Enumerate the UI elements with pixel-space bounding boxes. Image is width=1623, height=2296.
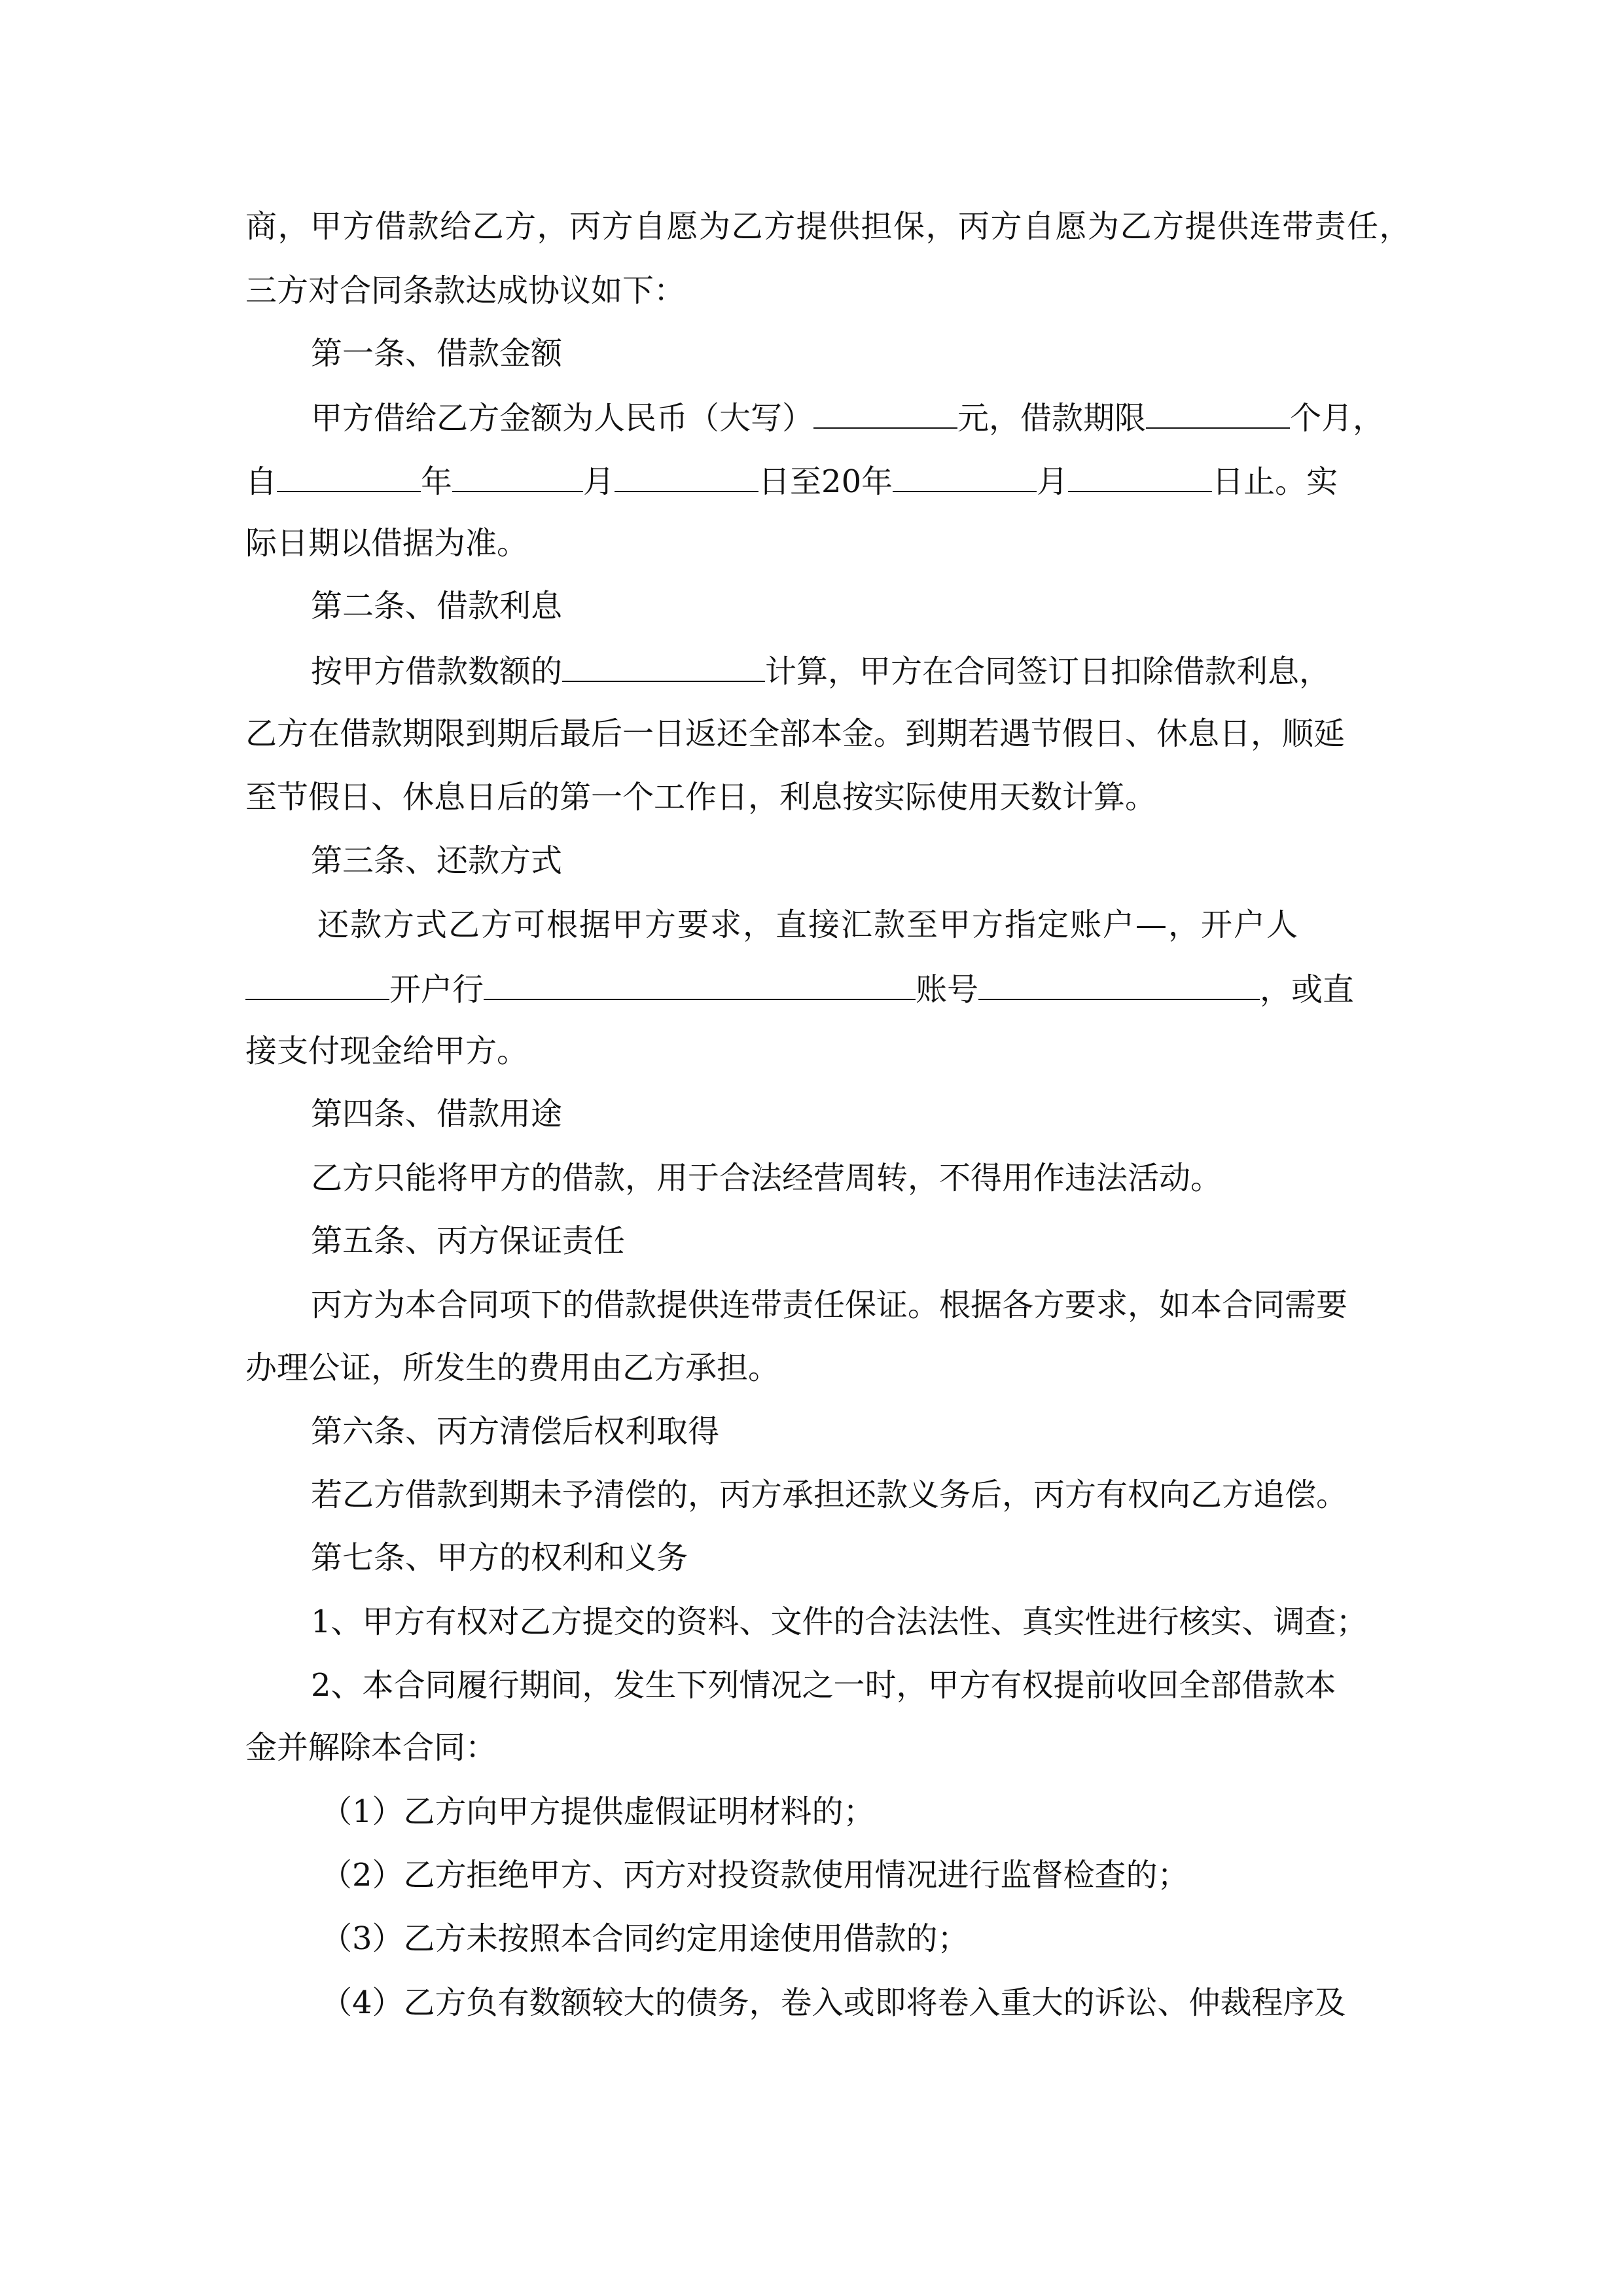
paragraph-line: 乙方在借款期限到期后最后一日返还全部本金。到期若遇节假日、休息日，顺延 — [245, 715, 1346, 752]
paragraph-line: 还款方式乙方可根据甲方要求，直接汇款至甲方指定账户—，开户人 — [317, 906, 1300, 943]
fill-blank — [1068, 461, 1212, 492]
article-4-heading: 第四条、借款用途 — [311, 1096, 563, 1132]
paragraph-line: 接支付现金给甲方。 — [245, 1033, 529, 1069]
article-5-heading: 第五条、丙方保证责任 — [311, 1223, 626, 1259]
text-segment: 年 — [421, 463, 453, 500]
sub-list-item: （2）乙方拒绝甲方、丙方对投资款使用情况进行监督检查的； — [321, 1857, 1189, 1893]
paragraph-line: 至节假日、休息日后的第一个工作日，利息按实际使用天数计算。 — [245, 779, 1157, 816]
paragraph-line: 办理公证，所发生的费用由乙方承担。 — [245, 1350, 780, 1386]
fill-blank — [277, 461, 421, 492]
text-segment: 按甲方借款数额的 — [311, 653, 563, 690]
text-segment: 个月， — [1290, 400, 1385, 437]
text-segment: 日至20年 — [758, 463, 893, 500]
fill-blank — [562, 651, 765, 682]
text-segment: ，或直 — [1260, 971, 1355, 1008]
paragraph-line: 乙方只能将甲方的借款，用于合法经营周转，不得用作违法活动。 — [311, 1160, 1222, 1196]
list-item: 2、本合同履行期间，发生下列情况之一时，甲方有权提前收回全部借款本 — [311, 1667, 1336, 1704]
paragraph-line — [245, 969, 1623, 1009]
fill-blank — [452, 461, 583, 492]
sub-list-item: （3）乙方未按照本合同约定用途使用借款的； — [321, 1920, 969, 1957]
fill-blank — [893, 461, 1037, 492]
text-segment: 计算，甲方在合同签订日扣除借款利息， — [765, 653, 1331, 690]
article-2-heading: 第二条、借款利息 — [311, 588, 563, 624]
article-3-heading: 第三条、还款方式 — [311, 842, 563, 879]
fill-blank — [245, 969, 389, 1000]
paragraph-line: 商，甲方借款给乙方，丙方自愿为乙方提供担保，丙方自愿为乙方提供连带责任， — [245, 208, 1412, 245]
text-segment: 元，借款期限 — [957, 400, 1147, 437]
fill-blank — [813, 397, 957, 429]
text-segment: 月 — [1037, 463, 1069, 500]
text-segment: 甲方借给乙方金额为人民币（大写） — [311, 400, 814, 437]
sub-list-item: （4）乙方负有数额较大的债务，卷入或即将卷入重大的诉讼、仲裁程序及 — [321, 1984, 1346, 2021]
article-6-heading: 第六条、丙方清偿后权利取得 — [311, 1413, 720, 1450]
fill-blank — [615, 461, 758, 492]
fill-blank — [484, 969, 916, 1000]
text-segment: 开户行 — [389, 971, 484, 1008]
article-1-heading: 第一条、借款金额 — [311, 335, 563, 372]
text-segment: 账号 — [916, 971, 979, 1008]
paragraph-line: 金并解除本合同： — [245, 1729, 497, 1766]
paragraph-line: 若乙方借款到期未予清偿的，丙方承担还款义务后，丙方有权向乙方追偿。 — [311, 1477, 1348, 1513]
sub-list-item: （1）乙方向甲方提供虚假证明材料的； — [321, 1793, 875, 1830]
fill-blank — [978, 969, 1260, 1000]
text-segment: 月 — [583, 463, 615, 500]
paragraph-line: 丙方为本合同项下的借款提供连带责任保证。根据各方要求，如本合同需要 — [311, 1287, 1348, 1323]
paragraph-line: 际日期以借据为准。 — [245, 525, 529, 562]
article-7-heading: 第七条、甲方的权利和义务 — [311, 1539, 688, 1576]
list-item: 1、甲方有权对乙方提交的资料、文件的合法法性、真实性进行核实、调查； — [311, 1604, 1368, 1640]
fill-blank — [1146, 397, 1290, 429]
paragraph-line: 三方对合同条款达成协议如下： — [245, 272, 686, 309]
paragraph-line — [311, 397, 1623, 438]
paragraph-line — [245, 461, 1623, 501]
paragraph-line — [311, 651, 1623, 691]
text-segment: 日止。实 — [1212, 463, 1338, 500]
text-segment: 自 — [245, 463, 277, 500]
